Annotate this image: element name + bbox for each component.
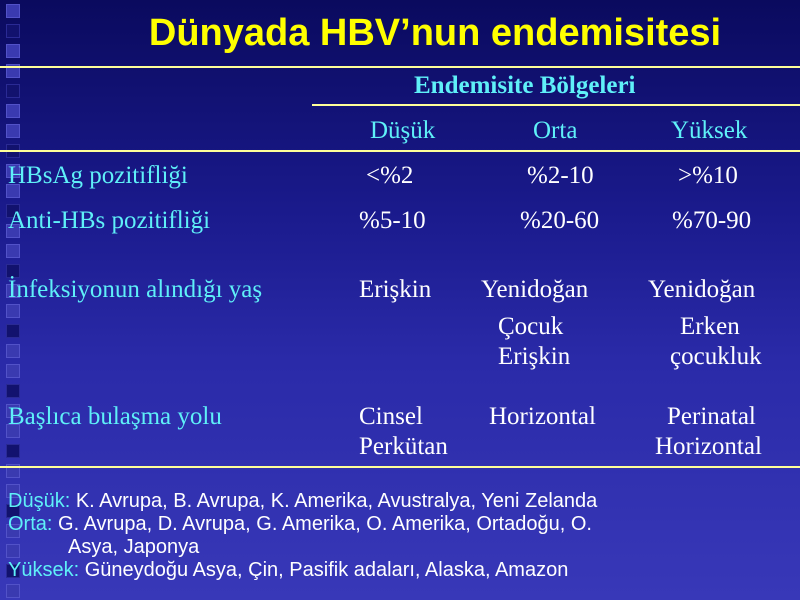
decorative-square — [6, 124, 20, 138]
row-label-hbsag: HBsAg pozitifliği — [8, 162, 188, 189]
footer-low — [8, 490, 597, 512]
cell-antihbs-low: %5-10 — [359, 207, 426, 234]
decorative-square — [6, 384, 20, 398]
header-divider — [0, 150, 800, 152]
row-label-infection-age: İnfeksiyonun alındığı yaş — [8, 276, 263, 303]
footer-medium-cont — [68, 536, 199, 558]
cell-age-high-1: Yenidoğan — [648, 276, 756, 303]
decorative-square — [6, 584, 20, 598]
row-label-antihbs: Anti-HBs pozitifliği — [8, 207, 211, 234]
group-header: Endemisite Bölgeleri — [414, 72, 636, 99]
cell-age-medium-2: Çocuk — [498, 313, 564, 340]
cell-age-low: Erişkin — [359, 276, 432, 303]
footer-divider — [0, 466, 800, 468]
decorative-square — [6, 104, 20, 118]
cell-hbsag-medium: %2-10 — [527, 162, 594, 189]
cell-route-low-2: Perkütan — [359, 433, 448, 460]
footer-low-text: K. Avrupa, B. Avrupa, K. Amerika, Avustralya, Yeni Zelanda — [75, 490, 598, 512]
cell-antihbs-high: %70-90 — [672, 207, 752, 234]
cell-hbsag-low: <%2 — [366, 162, 414, 189]
decorative-square — [6, 544, 20, 558]
column-header-low: Düşük — [370, 117, 436, 144]
slide-title: Dünyada HBV’nun endemisitesi — [148, 12, 722, 54]
decorative-square — [6, 244, 20, 258]
decorative-square — [6, 84, 20, 98]
group-header-divider — [312, 104, 800, 106]
footer-high-text: Güneydoğu Asya, Çin, Pasifik adaları, Alaska, Amazon — [84, 559, 569, 581]
footer-medium-label: Orta: — [8, 513, 53, 535]
column-header-medium: Orta — [533, 117, 578, 144]
decorative-square — [6, 324, 20, 338]
footer-medium — [8, 513, 592, 535]
footer-medium-text-2: Asya, Japonya — [68, 536, 200, 558]
cell-age-medium-1: Yenidoğan — [481, 276, 589, 303]
cell-hbsag-high: >%10 — [678, 162, 738, 189]
row-label-transmission: Başlıca bulaşma yolu — [8, 403, 222, 430]
decorative-square — [6, 364, 20, 378]
cell-route-low-1: Cinsel — [359, 403, 423, 430]
cell-age-high-3: çocukluk — [670, 343, 762, 370]
footer-high — [8, 559, 568, 581]
cell-route-medium: Horizontal — [489, 403, 596, 430]
decorative-square — [6, 444, 20, 458]
footer-low-label: Düşük: — [8, 490, 71, 512]
cell-route-high-2: Horizontal — [655, 433, 762, 460]
column-header-high: Yüksek — [671, 117, 748, 144]
cell-antihbs-medium: %20-60 — [520, 207, 600, 234]
cell-age-medium-3: Erişkin — [498, 343, 571, 370]
footer-high-label: Yüksek: — [8, 559, 80, 581]
decorative-square — [6, 344, 20, 358]
cell-route-high-1: Perinatal — [667, 403, 756, 430]
cell-age-high-2: Erken — [680, 313, 740, 340]
footer-medium-text: G. Avrupa, D. Avrupa, G. Amerika, O. Amerika, Ortadoğu, O. — [58, 513, 592, 535]
decorative-square — [6, 304, 20, 318]
title-divider — [0, 66, 800, 68]
